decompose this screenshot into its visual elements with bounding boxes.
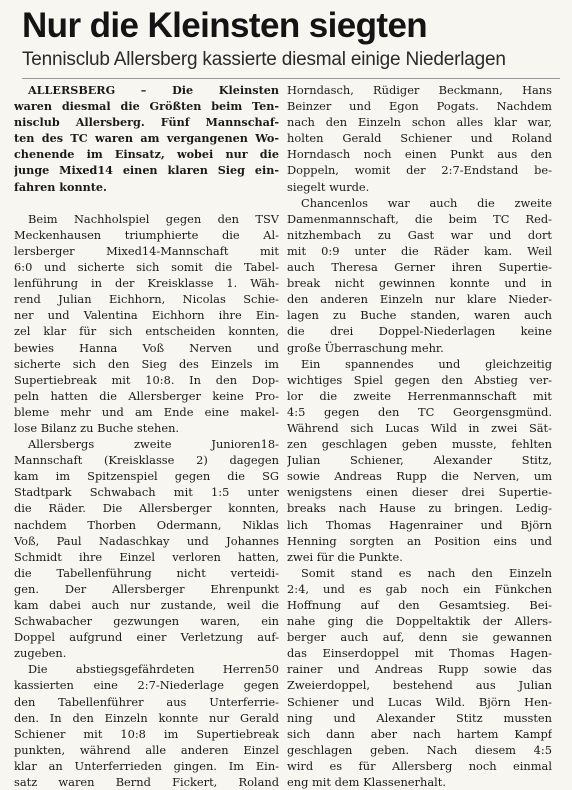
text-line: kassierten eine 2:7-Niederlage gegen <box>14 678 279 693</box>
text-line: nachdem Thorben Odermann, Niklas <box>14 517 279 532</box>
text-line: 4:5 gegen den TC Georgensgmünd. <box>287 404 552 419</box>
text-line: den. In den Einzeln konnte nur Gerald <box>14 710 279 725</box>
text-line: klar an Unterferrieden gingen. Im Ein- <box>14 758 279 773</box>
text-line: wichtiges Spiel gegen den Abstieg ver- <box>287 372 552 387</box>
text-line: holten Gerald Schiener und Roland <box>287 131 552 146</box>
text-line: große Überraschung mehr. <box>287 340 444 355</box>
text-line: Somit stand es nach den Einzeln <box>301 565 552 580</box>
text-line: wird es für Allersberg noch einmal <box>287 758 552 773</box>
text-line: Voß, Paul Nadaschkay und Johannes <box>14 533 279 548</box>
text-line: Schiener mit 10:8 im Supertiebreak <box>14 726 279 741</box>
text-line: ning und Alexander Stitz mussten <box>287 710 552 725</box>
text-line: Meckenhausen triumphierte die Al- <box>14 227 279 242</box>
text-line: waren diesmal die Größten beim Ten- <box>14 99 279 114</box>
text-line: Doppeln, womit der 2:7-Endstand be- <box>287 163 552 178</box>
text-line: die Tabellenführung nicht verteidi- <box>14 565 279 580</box>
text-line: 6:0 und sicherte sich somit die Tabel- <box>14 260 279 275</box>
text-line: Damenmannschaft, die beim TC Red- <box>287 211 552 226</box>
text-line: rainer und Andreas Rupp sowie das <box>287 662 552 677</box>
text-line: Ein spannendes und gleichzeitig <box>301 356 552 371</box>
text-line: satz waren Bernd Fickert, Roland <box>14 775 279 790</box>
text-line: kam dabei auch nur zustande, weil die <box>14 598 279 612</box>
text-line: bewies Hanna Voß Nerven und <box>14 340 279 355</box>
text-line: wenigstens einen dieser drei Supertie- <box>287 485 552 500</box>
text-line: break nicht gewinnen konnte und in <box>287 276 552 291</box>
subheadline: Tennisclub Allersberg kassierte diesmal einige Niederlagen <box>22 49 506 70</box>
article-body <box>14 82 560 790</box>
text-line: ner und Valentina Eichhorn ihre Ein- <box>14 308 279 323</box>
text-line: sowie Andreas Rupp die Nerven, um <box>287 469 552 484</box>
text-line: Horndasch noch einen Punkt aus den <box>287 147 552 162</box>
text-line: Hoffnung auf den Gesamtsieg. Bei- <box>287 598 552 612</box>
text-line: Beinzer und Egon Pogats. Nachdem <box>287 99 552 114</box>
text-line: geschlagen geben. Nach diesem 4:5 <box>287 742 552 757</box>
text-line: ten des TC waren am vergangenen Wo- <box>14 131 279 146</box>
text-line: Horndasch, Rüdiger Beckmann, Hans <box>287 83 552 97</box>
text-line: das Einserdoppel mit Thomas Hagen- <box>287 646 552 661</box>
text-line: zwei für die Punkte. <box>287 549 403 564</box>
text-line: peln hatten die Allersberger keine Pro- <box>14 388 279 403</box>
text-line: nisclub Allersberg. Fünf Mannschaf- <box>14 115 279 130</box>
text-line: den Tabellenführer aus Unterferrie- <box>14 694 279 709</box>
headline: Nur die Kleinsten siegten <box>22 6 428 45</box>
text-line: Die abstiegsgefährdeten Herren50 <box>28 662 279 677</box>
text-line: nahe ging die Doppeltaktik der Allers- <box>287 614 552 629</box>
text-line: Mannschaft (Kreisklasse 2) dagegen <box>14 453 279 468</box>
text-line: mit 0:9 unter die Räder kam. Weil <box>287 243 552 258</box>
text-line: lenführung in der Kreisklasse 1. Wäh- <box>14 276 279 291</box>
text-line: Henning sorgten an Position eins und <box>287 533 552 548</box>
text-line: zugeben. <box>14 646 67 661</box>
text-line: siegelt wurde. <box>287 179 370 194</box>
text-line: die drei Doppel-Niederlagen keine <box>287 324 552 339</box>
text-line: punkten, während alle anderen Einzel <box>14 742 279 757</box>
text-line: Chancenlos war auch die zweite <box>301 195 552 210</box>
text-line: Stadtpark Schwabach mit 1:5 unter <box>14 485 279 500</box>
text-line: Beim Nachholspiel gegen den TSV <box>28 211 279 226</box>
text-line: junge Mixed14 einen klaren Sieg ein- <box>14 163 279 178</box>
text-line: nach den Einzeln schon alles klar war, <box>287 115 552 130</box>
text-line: Zweierdoppel, bestehend aus Julian <box>287 678 552 693</box>
text-line: Schwabacher gezwungen waren, ein <box>14 614 279 629</box>
text-line: bleme mehr und am Ende eine makel- <box>14 404 279 419</box>
paragraph-gap <box>14 195 279 211</box>
text-line: Doppel aufgrund einer Verletzung auf- <box>14 630 279 645</box>
text-line: ALLERSBERG – Die Kleinsten <box>28 83 279 97</box>
text-line: berger auch auf, denn sie gewannen <box>287 630 552 645</box>
text-line: sicherte sich den Sieg des Einzels im <box>14 356 279 371</box>
text-line: sich dann aber nach hartem Kampf <box>287 726 552 741</box>
text-line: lersberger Mixed14-Mannschaft mit <box>14 243 279 258</box>
text-line: nitzhembach zu Gast war und dort <box>287 227 552 242</box>
divider <box>22 78 560 79</box>
text-line: eng mit dem Klassenerhalt. <box>287 775 446 790</box>
text-line: breaks nach Hause zu bringen. Ledig- <box>287 501 552 516</box>
text-line: Während sich Lucas Wild in zwei Sät- <box>287 420 552 435</box>
text-line: kam im Spitzenspiel gegen die SG <box>14 469 279 484</box>
text-line: Allersbergs zweite Junioren18- <box>28 437 279 452</box>
text-line: lose Bilanz zu Buche stehen. <box>14 420 180 435</box>
article-column-2 <box>287 82 552 790</box>
text-line: Schmidt ihre Einzel verloren hatten, <box>14 549 279 564</box>
text-line: chenende im Einsatz, wobei nur die <box>14 147 279 162</box>
text-line: rend Julian Eichhorn, Nicolas Schie- <box>14 292 279 307</box>
text-line: fahren konnte. <box>14 179 107 194</box>
text-line: Schiener und Lucas Wild. Björn Hen- <box>287 694 552 709</box>
text-line: zel klar für sich entscheiden konnten, <box>14 324 279 339</box>
text-line: Supertiebreak mit 10:8. In den Dop- <box>14 372 279 387</box>
text-line: lich Thomas Hagenrainer und Björn <box>287 517 552 532</box>
text-line: Julian Schiener, Alexander Stitz, <box>287 453 552 468</box>
text-line: lor die zweite Herrenmannschaft mit <box>287 388 552 403</box>
text-line: auch Theresa Gerner ihren Supertie- <box>287 260 552 275</box>
text-line: 2:4, und es gab noch ein Fünkchen <box>287 581 552 596</box>
text-line: zen geschlagen geben musste, fehlten <box>287 437 552 452</box>
article-column-1 <box>14 82 279 790</box>
text-line: lagen zu Buche standen, waren auch <box>287 308 552 323</box>
text-line: die Räder. Die Allersberger konnten, <box>14 501 279 516</box>
text-line: gen. Der Allersberger Ehrenpunkt <box>14 581 279 596</box>
text-line: den anderen Einzeln nur klare Nieder- <box>287 292 552 307</box>
